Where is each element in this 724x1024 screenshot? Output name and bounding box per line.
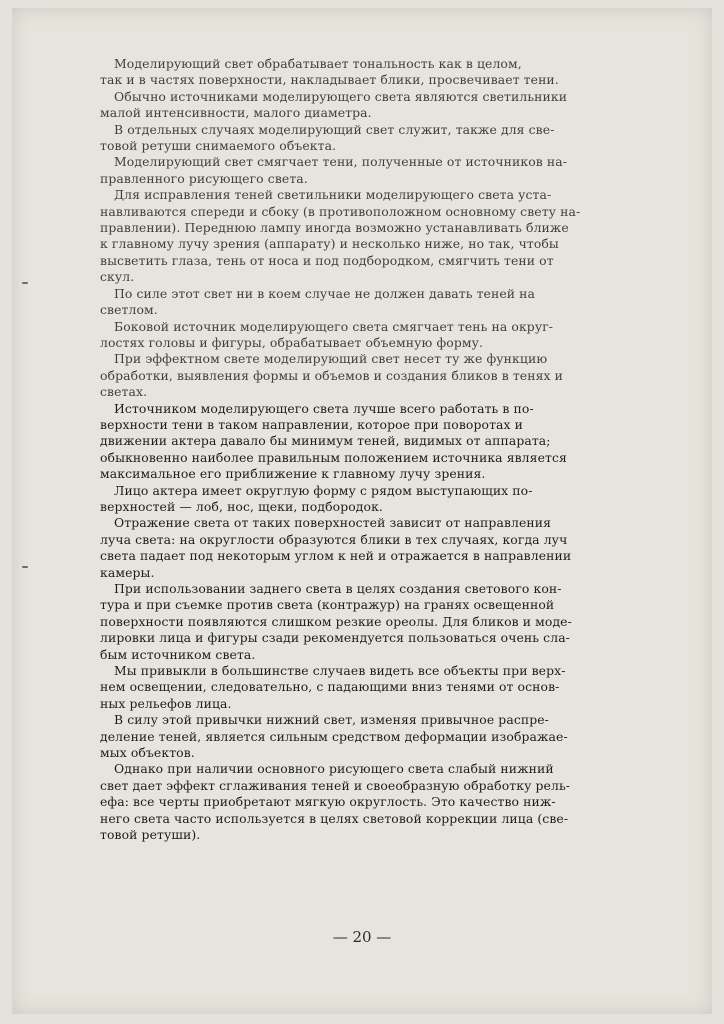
paragraph: Отражение света от таких поверхностей зависит от направления луча света: на округлости образуются блики в тех случаях, когда луч света падает под некоторым углом к ней и отражается в направлении камеры. — [100, 515, 572, 580]
page-number: — 20 — — [332, 928, 392, 946]
paragraph: В отдельных случаях моделирующий свет служит, также для све- товой ретуши снимаемого объекта. — [100, 121, 555, 154]
paragraph: Лицо актера имеет округлую форму с рядом выступающих по- верхностей — лоб, нос, щеки, подбородок. — [100, 482, 533, 514]
paragraph: Обычно источниками моделирующего света являются светильники малой интенсивности, малого диаметра. — [100, 88, 568, 121]
paragraph: При эффектном свете моделирующий свет несет ту же функцию обработки, выявления формы и объемов и создания бликов в тенях и светах. — [100, 351, 563, 400]
paragraph: При использовании заднего света в целях создания светового кон- тура и при съемке против света (контражур) на гранях освещенной поверхности появляются слишком резкие ореолы. Для бликов и моде- лировки лица и фигуры сзади рекомендуется пользоваться очень сла- бым источником света. — [100, 581, 572, 662]
paragraph: Моделирующий свет обрабатывает тональность как в целом, так и в частях поверхности, накладывает блики, просвечивает тени. — [100, 56, 559, 88]
paragraph: Моделирующий свет смягчает тени, полученные от источников на- правленного рисующего света. — [100, 154, 568, 186]
paragraph: По силе этот свет ни в коем случае не должен давать теней на светлом. — [100, 285, 536, 318]
paragraph: Для исправления теней светильники моделирующего света уста- навливаются спереди и сбоку (в противоположном основному свету на- правлении). Переднюю лампу иногда возможно устанавливать ближе к главному лучу зрения (аппарату) и несколько ниже, но так, чтобы высветить глаза, тень от носа и под подбородком, смягчить тени от скул. — [100, 187, 581, 285]
scan-speck — [22, 282, 28, 284]
paragraph: Мы привыкли в большинстве случаев видеть все объекты при верх- нем освещении, следовательно, с падающими вниз тенями от основ- ных рельефов лица. — [100, 663, 566, 711]
paragraph: Боковой источник моделирующего света смягчает тень на округ- лостях головы и фигуры, обрабатывает объемную форму. — [100, 318, 554, 350]
paragraph: В силу этой привычки нижний свет, изменяя привычное распре- деление теней, является сильным средством деформации изображае- мых объектов. — [100, 712, 568, 761]
scan-speck — [22, 566, 28, 568]
paragraph: Источником моделирующего света лучше всего работать в по- верхности тени в таком направлении, которое при поворотах и движении актера давало бы минимум теней, видимых от аппарата; обыкновенно наиболее правильным положением источника является максимальное его приближение к главному лучу зрения. — [100, 400, 567, 482]
page-body-text — [100, 56, 672, 844]
paragraph: Однако при наличии основного рисующего света слабый нижний свет дает эффект сглаживания теней и своеобразную обработку рель- ефа: все черты приобретают мягкую округлость. Это качество ниж- него света часто используется в целях световой коррекции лица (све- товой ретуши). — [100, 761, 571, 843]
